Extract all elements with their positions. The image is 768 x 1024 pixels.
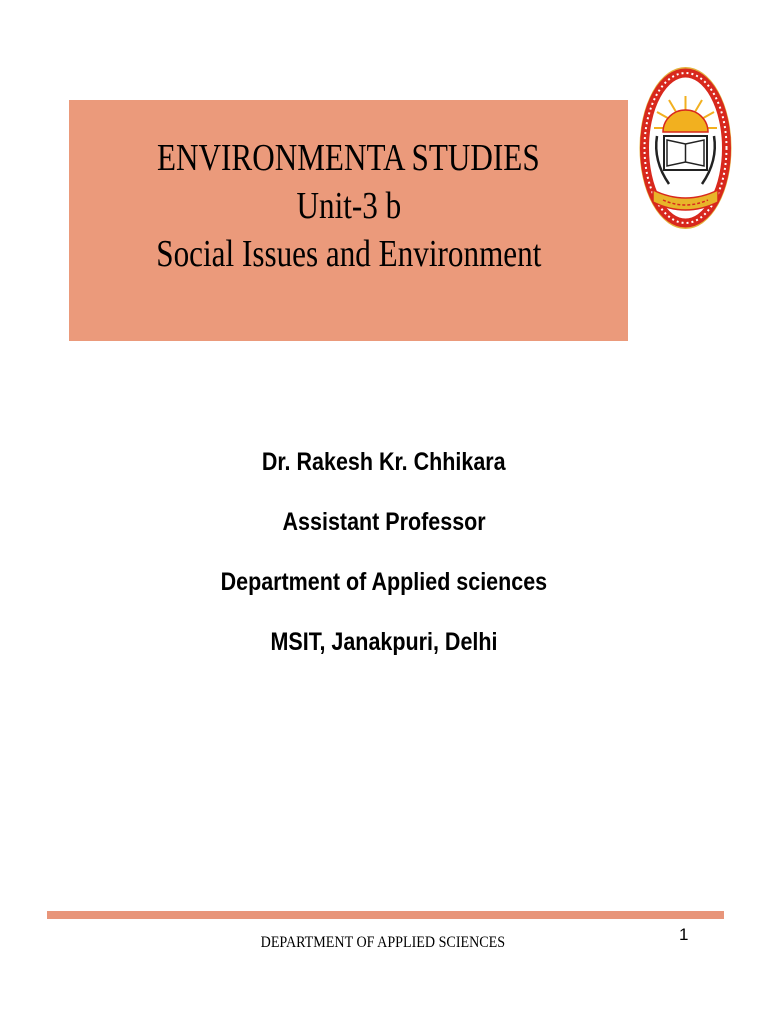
author-block (0, 432, 768, 672)
title-line-1: ENVIRONMENTA STUDIES (157, 137, 540, 179)
title-box (69, 100, 628, 341)
author-name: Dr. Rakesh Kr. Chhikara (262, 448, 506, 476)
institute-seal-icon (639, 66, 732, 230)
title-line-3: Social Issues and Environment (155, 233, 542, 275)
author-institution: MSIT, Janakpuri, Delhi (270, 628, 498, 656)
author-department: Department of Applied sciences (220, 568, 548, 596)
footer-divider (47, 911, 724, 919)
footer-department (0, 934, 768, 952)
title-line-2: Unit-3 b (296, 185, 401, 227)
author-designation: Assistant Professor (282, 508, 486, 536)
page-number: 1 (679, 925, 689, 944)
footer-department-label: DEPARTMENT OF APPLIED SCIENCES (260, 934, 505, 951)
